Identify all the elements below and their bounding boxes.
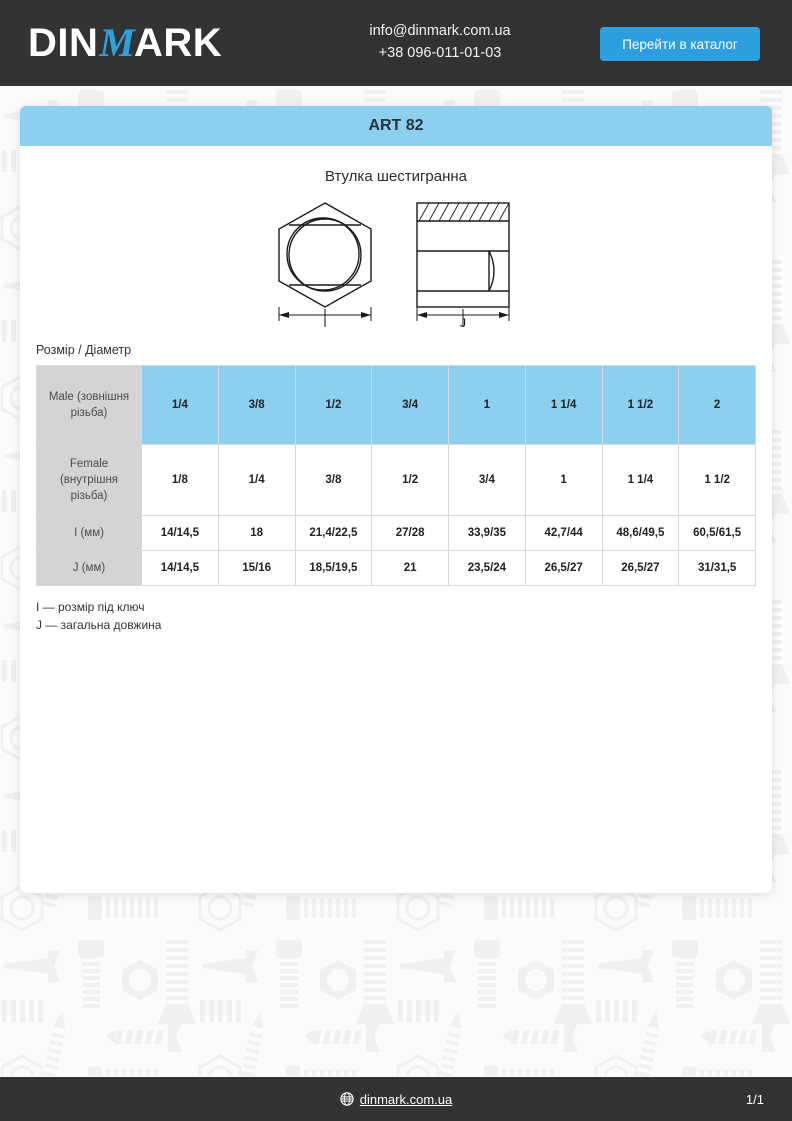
table-row xyxy=(37,551,756,586)
page-number: 1/1 xyxy=(745,1091,764,1107)
table-cell: 3/8 xyxy=(218,366,295,445)
table-cell: 21,4/22,5 xyxy=(295,516,372,551)
table-row xyxy=(37,516,756,551)
table-cell: 1 1/4 xyxy=(525,366,602,445)
hex-nut-front-view-drawing xyxy=(267,197,387,327)
art-title-band xyxy=(20,106,772,146)
table-cell: 1 xyxy=(449,366,526,445)
table-cell: 1 1/4 xyxy=(602,445,679,516)
table-cell: 2 xyxy=(679,366,756,445)
table-cell: 1/2 xyxy=(295,366,372,445)
table-cell: 3/4 xyxy=(372,366,449,445)
table-cell: 3/4 xyxy=(449,445,526,516)
contact-phone[interactable]: +38 096-011-01-03 xyxy=(378,45,502,61)
table-cell: 26,5/27 xyxy=(602,551,679,586)
contact-email[interactable]: info@dinmark.com.ua xyxy=(369,23,511,39)
table-cell: 18,5/19,5 xyxy=(295,551,372,586)
table-cell: 15/16 xyxy=(218,551,295,586)
table-row xyxy=(37,366,756,445)
drawing-label-I: I xyxy=(323,316,327,327)
size-diameter-label: Розмір / Діаметр xyxy=(36,343,132,357)
table-cell: 21 xyxy=(372,551,449,586)
logo-text-ark: ARK xyxy=(133,21,223,65)
site-header xyxy=(0,0,792,86)
table-cell: 31/31,5 xyxy=(679,551,756,586)
table-cell: 1/4 xyxy=(142,366,219,445)
product-card xyxy=(20,106,772,893)
row-label-j: J (мм) xyxy=(37,551,142,586)
go-to-catalog-button[interactable]: Перейти в каталог xyxy=(600,27,760,61)
art-number: ART 82 xyxy=(368,117,424,134)
logo-text-m: M xyxy=(99,20,133,65)
hex-nut-section-view-drawing xyxy=(405,197,525,327)
footnote-j: J — загальна довжина xyxy=(36,618,162,632)
table-cell: 14/14,5 xyxy=(142,516,219,551)
table-cell: 60,5/61,5 xyxy=(679,516,756,551)
table-cell: 1/8 xyxy=(142,445,219,516)
table-cell: 1/2 xyxy=(372,445,449,516)
footer-site-block xyxy=(0,1077,792,1121)
product-subtitle: Втулка шестигранна xyxy=(324,168,468,185)
logo-text-din: DIN xyxy=(28,21,99,65)
table-row xyxy=(37,445,756,516)
table-cell: 42,7/44 xyxy=(525,516,602,551)
table-cell: 48,6/49,5 xyxy=(602,516,679,551)
contact-block xyxy=(340,20,540,64)
table-cell: 1/4 xyxy=(218,445,295,516)
footer-website-link[interactable]: dinmark.com.ua xyxy=(359,1091,453,1107)
table-cell: 14/14,5 xyxy=(142,551,219,586)
table-cell: 27/28 xyxy=(372,516,449,551)
specifications-table xyxy=(36,365,756,586)
drawing-label-J: J xyxy=(460,316,466,327)
row-label-male: Male (зовнішня різьба) xyxy=(37,366,142,445)
globe-icon xyxy=(340,1092,354,1106)
footnote-i: I — розмір під ключ xyxy=(36,600,145,614)
row-label-i: I (мм) xyxy=(37,516,142,551)
table-cell: 26,5/27 xyxy=(525,551,602,586)
table-cell: 1 1/2 xyxy=(679,445,756,516)
site-footer xyxy=(0,1077,792,1121)
dinmark-logo xyxy=(28,20,222,66)
table-cell: 3/8 xyxy=(295,445,372,516)
table-cell: 23,5/24 xyxy=(449,551,526,586)
table-cell: 33,9/35 xyxy=(449,516,526,551)
table-cell: 18 xyxy=(218,516,295,551)
row-label-female: Female (внутрішня різьба) xyxy=(37,445,142,516)
table-cell: 1 1/2 xyxy=(602,366,679,445)
footnotes xyxy=(36,598,772,634)
table-cell: 1 xyxy=(525,445,602,516)
technical-drawings xyxy=(20,197,772,327)
